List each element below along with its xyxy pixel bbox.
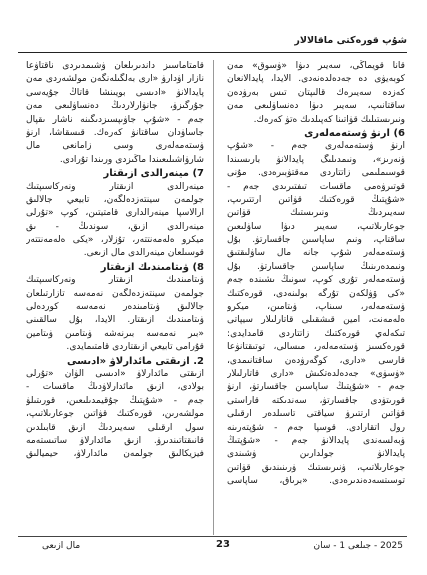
text-line: قۇرامى تابيعي ازىقتاردى قامتىمايدى. [66,342,204,353]
text-line: مينەرالدى ازىقتار ونەركاسىپتىك [26,181,204,192]
text-line: مينەرالدى ازىق، سوندىڭ - ىق [26,221,204,232]
text-line: ونىرىستىلىك قۋاتىنا كەپىلدىك ەتۋ كەرەك. [253,114,405,125]
text-line: كەزدە سەيىرەك قالىپتان تىس بەرۋدەن [227,87,405,98]
section-title: شۇپ قورەكتى ماقالالار [294,35,407,46]
text-line: ساقتانىپ، سەيىر دىۋا دەنساۋلىعى مەن [227,101,405,112]
text-line: ازىقتى مائدارلاۋ «ادىسى الۋان «تۇرلى [26,368,204,379]
journal-name: مال ازىعى [42,541,81,551]
text-column-left [26,60,204,462]
text-line: قامتاماسىز داندىرىلعان ۋشىمدىردى ناقتاۋعا [26,61,204,71]
text-line: ۋستەمەلەر، سىناپ، ۋىتامىن، ميكرو [227,302,405,313]
text-line: ونىمدەرىنىڭ ساپاسىن جاقسارتۋ. بۇل [227,261,405,272]
column-divider [213,60,214,535]
text-line: ۋستەمەلەر شۇپ جانە مال ساۋلىقتىق [227,248,405,259]
text-line: ۋستەمەلەر تۇرى كوپ، سونىڭ ىشىندە جەم [227,275,405,286]
text-line: قانىقتاتىندىرۋ. ازىق مائدارلاۋ ساتىستەمە [26,435,204,446]
text-column-right [227,60,405,489]
text-line: جوعارىلاتىپ، سەيىر دىۋا ساۋلىعىن [227,221,405,232]
section-heading: 6) ارنۋ ۋستەمەلەرى [304,127,405,139]
text-line: «ۋسۋى» جەدەلدەتكىش «دارى قاتارلىلار [227,368,405,379]
section-heading: 8) ۋىتامىندىك ازىقتار [100,261,204,273]
text-line: مولشەرىن، قورەكتىك قۋاتىن جوعارىلاتىپ، [26,409,204,420]
text-line: جەم - «شۇپتىڭ جۇقيمدىلىعىن، قورىتىلۋ [26,395,204,406]
text-line: «كى ۆۋلكەن تۇرگە بولىنەدى، قورەكتىك [227,288,405,299]
text-line: «شۇپتىڭ قورەكتىك قۋاتىن ارتتىرىپ، [227,194,405,205]
text-line: ۋستەمەلەرى وسى زامانعى مال [26,141,204,152]
text-line: ساقتاپ، ونىم ساپاسىن جاقسارتۋ. بۇل [227,235,405,246]
text-line: كوبەيۋى دە جەدەلدەنەدى. الايدا، پايدالانعان [227,74,405,85]
text-line: جالالىق ۋىتامىندەر نەمەسە كوردەلى [26,302,204,313]
text-line: شارۋاشىلىعىندا ماڭىزدى ورىندا تۇرادى. [59,154,204,165]
text-line: قوتىرۋەمى ماقسات تىفتىرىدى جەم - [227,181,405,192]
text-line: جولمەن سينتەزدەلگەن نەمەسە تازارتىلعان [26,288,204,299]
text-line: ارنۋ ۋستەمەلەرى جەم - «شۇپ [227,141,405,152]
text-line: «بىر نەمەسە بىرنەشە ۋىتامىن ۋىتامين [26,328,204,339]
text-line: ۋىتامىندىك ازىقتار. الايدا، بۇل سالقىنى [26,315,204,326]
text-line: قورىتۋدى جاقسارتۋ، سەندىكتە قاراستى [227,395,405,406]
page-header [18,34,407,53]
text-line: ەلەمەنت، امين قىشقىلى قاتارلىلار سيپاتى [227,315,405,326]
text-line: ۋنەرىز»، ونىمدىلىگ پايدالانۋ بارىسىندا [227,154,405,165]
page-footer [18,536,407,557]
text-line: قانا قويماڭى، سەيىر دىۋا «ۋسوق» مەن [227,61,405,71]
text-line: ارالاسپا مينەرالدارى قامتيتىن، كوپ «تۇرلى [26,208,204,219]
text-line: قوسىملىمى زاتتاردى مەقتۋبىرەدى. مۇنى [227,168,405,179]
text-line: تىكەلەي قورەكتىك زاتتاردى قامدايدى: [227,328,405,339]
text-line: قورەكسىز ۋستەمەلەر، مىسالى، توتىقتانۋعا [227,342,405,353]
text-line: قوسىلعان مينەرالدى مال ازىعى. [83,248,204,259]
text-line: ۋبەلسەندى پايدالانۋ جەم - «شۇپتىڭ [227,435,405,446]
text-line: قارسى «دارى، كوگەرۋدەن ساقتانىمدى، [227,355,405,366]
page-number: 23 [216,539,230,550]
text-line: جەم - «شۇپتىڭ ساپاسىن جاقسارتۋ، ارنۋ [227,382,405,393]
text-line: ۋىتامىندىك ازىقتار ونەركاسىپتىك [26,275,204,286]
text-line: نازار اۋدارۋ «ارى بەلگىلەنگەن مولشەردى مەن [26,74,204,85]
issue-label: 2025 - جىلعى 1 - سان [313,541,403,551]
text-line: جولمەن سينتەزدەلگەن، تابيعي جالالىق [26,194,204,205]
section-heading: 7) مينەرالدى ازىقتار [103,168,204,180]
text-line: توسىتسەدەندىرەدى. «برىاق، ساپاسى [227,476,405,487]
text-line: بولادى، ازىق مائدارلاۋدىڭ ماقسات - [26,382,204,393]
text-line: جاساۋدان ساقتانۋ كەرەك. قىسقاشا، ارنۋ [26,127,204,138]
text-line: ميكرو ەلەمەنتتەر، تۇزلار، «يكى ەلەمەنتتەر [26,235,204,246]
text-line: سول ارقىلى سەيىردىڭ ازىق قابىلدىن [26,422,204,433]
text-line: پايدالانۋ جولدارىن ۋشىندى [227,449,405,460]
text-line: قۋاتىن ارتتىرۋ سياقتى تاسىلدەر ارقىلى [227,409,405,420]
text-line: جۇرگىزۋ، جانۋارلاردىڭ دەنساۋلىعى مەن [26,101,204,112]
text-line: فيزيكالىق جولمەن مائدارلاۋ، حيميالىق [26,449,204,460]
text-line: جەم - «شۇپ جاۋىپسىزدىگىنە ناشار ىقپال [26,114,204,125]
section-heading: 2. ازىقتى مائدارلاۋ «ادىسى [67,355,204,367]
text-line: پايدالانۋ «ادىسى بويىنشا قاتاڭ جۇيەسى [26,87,204,98]
text-line: رول اتقارادى. قوسپا جەم - شۇپتەرىنە [227,422,405,433]
text-line: جوعارىلاتىپ، ۋنىرىستىك ۋرىنىندىق قۋاتىن [227,462,405,473]
text-line: سەيىردىڭ ونىرىستىك قۋاتىن [227,208,405,219]
